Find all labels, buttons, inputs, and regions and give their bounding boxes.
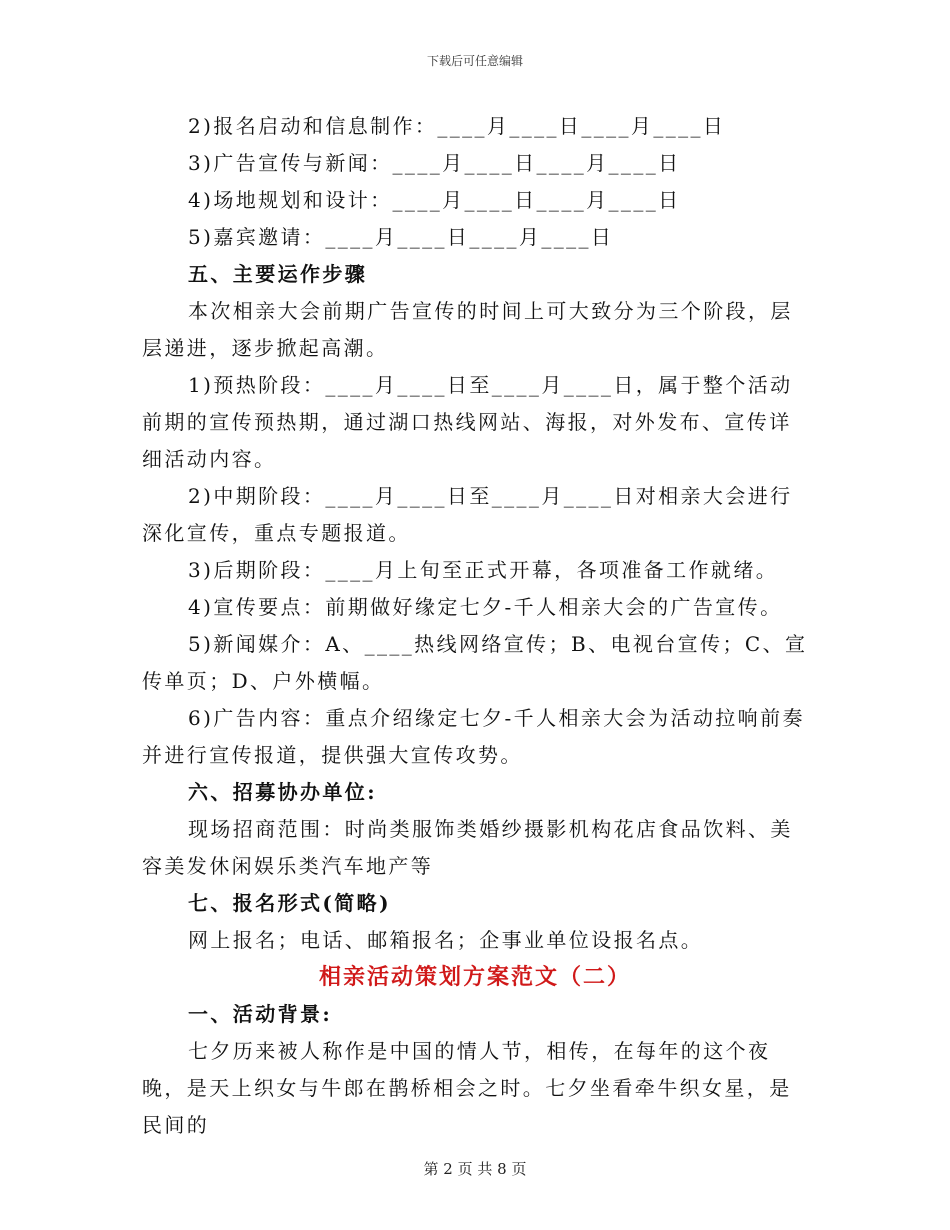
paragraph-text: 4)宣传要点：前期做好缘定七夕-千人相亲大会的广告宣传。 (188, 595, 783, 619)
document-subtitle: 相亲活动策划方案范文（二） (318, 964, 631, 990)
paragraph-text: 5)新闻媒介：A、____热线网络宣传；B、电视台宣传；C、宣传单页；D、户外横幅。 (142, 632, 808, 693)
schedule-item: 2)报名启动和信息制作：____月____日____月____日 (188, 114, 726, 138)
section-heading: 一、活动背景: (188, 1002, 333, 1026)
paragraph-text: 2)中期阶段：____月____日至____月____日对相亲大会进行深化宣传，重点专题报道。 (142, 484, 793, 545)
schedule-item: 5)嘉宾邀请：____月____日____月____日 (188, 225, 614, 249)
paragraph-text: 1)预热阶段：____月____日至____月____日，属于整个活动前期的宣传预热期，通过湖口热线网站、海报，对外发布、宣传详细活动内容。 (142, 373, 793, 471)
schedule-item: 3)广告宣传与新闻：____月____日____月____日 (188, 151, 681, 175)
section-heading: 六、招募协办单位: (188, 780, 377, 804)
page-footer: 第 2 页 共 8 页 (423, 1160, 527, 1178)
section-heading: 七、报名形式(简略) (188, 891, 391, 915)
paragraph (142, 922, 808, 959)
paragraph (142, 367, 808, 478)
paragraph-text: 3)后期阶段：____月上旬至正式开幕，各项准备工作就绪。 (188, 558, 779, 582)
paragraph (142, 811, 808, 885)
paragraph-text: 本次相亲大会前期广告宣传的时间上可大致分为三个阶段，层层递进，逐步掀起高潮。 (142, 299, 793, 360)
schedule-item: 4)场地规划和设计：____月____日____月____日 (188, 188, 681, 212)
paragraph-text: 现场招商范围：时尚类服饰类婚纱摄影机构花店食品饮料、美容美发休闲娱乐类汽车地产等 (142, 817, 793, 878)
paragraph (142, 700, 808, 774)
paragraph (142, 293, 808, 367)
paragraph (142, 1033, 808, 1144)
paragraph-text: 6)广告内容：重点介绍缘定七夕-千人相亲大会为活动拉响前奏并进行宣传报道，提供强大宣传攻势。 (142, 706, 805, 767)
section-heading: 五、主要运作步骤 (188, 262, 368, 286)
paragraph (142, 626, 808, 700)
document-body (142, 108, 808, 1144)
paragraph (142, 589, 808, 626)
paragraph (142, 478, 808, 552)
page-header-note: 下载后可任意编辑 (426, 54, 523, 68)
paragraph (142, 552, 808, 589)
paragraph-text: 网上报名；电话、邮箱报名；企事业单位设报名点。 (188, 928, 704, 952)
paragraph-text: 七夕历来被人称作是中国的情人节，相传，在每年的这个夜晚，是天上织女与牛郎在鹊桥相会之时。七夕坐看牵牛织女星，是民间的 (142, 1039, 792, 1137)
